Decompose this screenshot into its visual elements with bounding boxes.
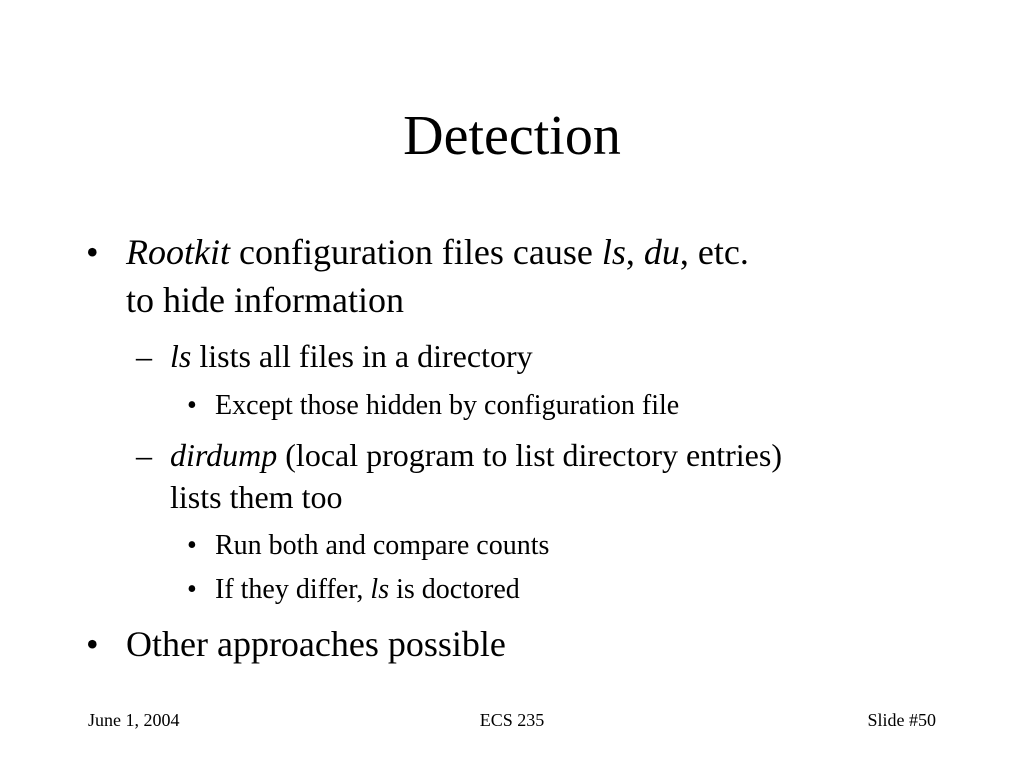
footer-date: June 1, 2004 bbox=[88, 710, 180, 730]
dash-marker: – bbox=[136, 437, 152, 473]
bullet-marker: • bbox=[187, 574, 197, 605]
bullet-text bbox=[126, 232, 749, 272]
subbullet-ls bbox=[136, 335, 950, 377]
subsubbullet-except bbox=[187, 388, 935, 424]
bullet-rootkit bbox=[86, 228, 946, 276]
subsubbullet-if-differ bbox=[187, 572, 935, 608]
ls-term: ls bbox=[170, 338, 192, 374]
subbullet-text bbox=[170, 338, 533, 374]
bullet-text: Other approaches possible bbox=[126, 624, 506, 664]
text-segment: If they differ, bbox=[215, 574, 371, 605]
bullet-marker: • bbox=[86, 624, 99, 664]
subsubbullet-text: Run both and compare counts bbox=[215, 530, 550, 561]
text-segment: (local program to list directory entries) bbox=[277, 437, 782, 473]
bullet-rootkit-continued bbox=[126, 276, 946, 324]
text-segment: , etc. bbox=[679, 232, 749, 272]
bullet-other-approaches bbox=[86, 620, 946, 668]
bullet-text: to hide information bbox=[126, 280, 404, 320]
dash-marker: – bbox=[136, 338, 152, 374]
text-segment: , bbox=[625, 232, 644, 272]
text-segment: is doctored bbox=[389, 574, 520, 605]
bullet-marker: • bbox=[86, 232, 99, 272]
footer-slide-number: Slide #50 bbox=[867, 710, 936, 730]
footer-course: ECS 235 bbox=[479, 710, 545, 730]
subbullet-text: lists them too bbox=[170, 479, 343, 515]
bullet-marker: • bbox=[187, 390, 197, 421]
subbullet-dirdump-continued bbox=[170, 476, 950, 518]
subsubbullet-text bbox=[215, 574, 520, 605]
subsubbullet-text: Except those hidden by configuration file bbox=[215, 390, 680, 421]
rootkit-term: Rootkit bbox=[126, 232, 230, 272]
ls-term: ls bbox=[601, 232, 626, 272]
ls-term: ls bbox=[370, 574, 390, 605]
du-term: du bbox=[643, 232, 680, 272]
text-segment: lists all files in a directory bbox=[191, 338, 533, 374]
slide-title: Detection bbox=[403, 105, 621, 167]
dirdump-term: dirdump bbox=[170, 437, 278, 473]
subbullet-dirdump bbox=[136, 434, 950, 476]
subsubbullet-run-both bbox=[187, 528, 935, 564]
subbullet-text bbox=[170, 437, 782, 473]
text-segment: configuration files cause bbox=[229, 232, 602, 272]
bullet-marker: • bbox=[187, 530, 197, 561]
